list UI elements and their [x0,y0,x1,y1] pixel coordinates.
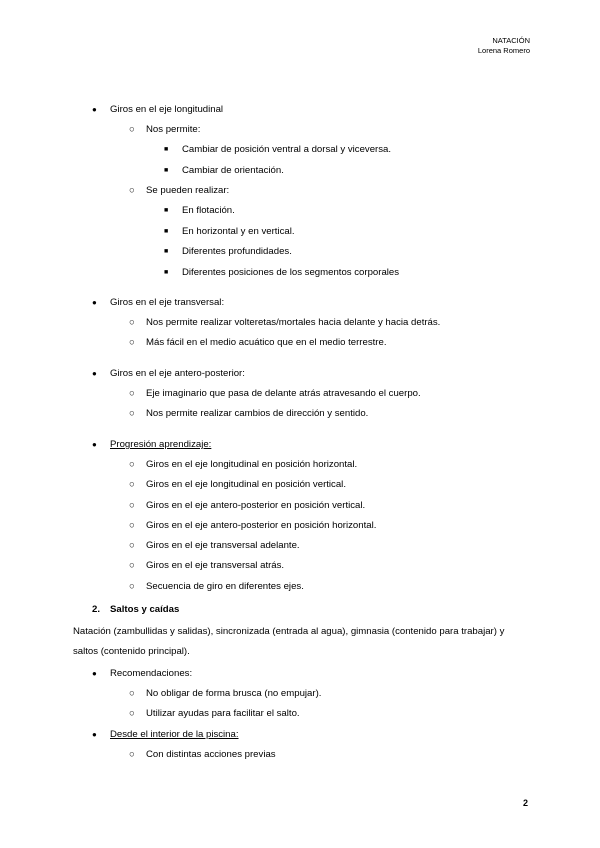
list-item: Giros en el eje longitudinal [110,104,224,115]
circle-bullet-icon: ○ [129,337,135,348]
list-item: Giros en el eje longitudinal en posición vertical. [146,479,346,490]
circle-bullet-icon: ○ [129,317,135,328]
circle-bullet-icon: ○ [129,520,135,531]
square-bullet-icon: ■ [164,228,169,235]
circle-bullet-icon: ○ [129,540,135,551]
list-item: Con distintas acciones previas [146,749,276,760]
circle-bullet-icon: ○ [129,408,135,419]
circle-bullet-icon: ○ [129,185,135,196]
disc-bullet-icon: ● [92,730,97,739]
circle-bullet-icon: ○ [129,560,135,571]
list-item: Giros en el eje transversal atrás. [146,560,285,571]
list-item: Nos permite realizar volteretas/mortales hacia delante y hacia detrás. [146,317,441,328]
list-item: Más fácil en el medio acuático que en el medio terrestre. [146,337,387,348]
circle-bullet-icon: ○ [129,581,135,592]
list-item: En horizontal y en vertical. [182,226,295,237]
disc-bullet-icon: ● [92,105,97,114]
list-item: Giros en el eje antero-posterior en posición horizontal. [146,520,377,531]
list-item: Diferentes profundidades. [182,246,292,257]
disc-bullet-icon: ● [92,669,97,678]
list-item: Diferentes posiciones de los segmentos corporales [182,267,400,278]
header-title: NATACIÓN [492,36,530,45]
square-bullet-icon: ■ [164,248,169,255]
square-bullet-icon: ■ [164,146,169,153]
list-item: Giros en el eje antero-posterior en posición vertical. [146,500,366,511]
list-item: Secuencia de giro en diferentes ejes. [146,581,304,592]
list-item: Recomendaciones: [110,668,193,679]
circle-bullet-icon: ○ [129,388,135,399]
disc-bullet-icon: ● [92,369,97,378]
list-item: Nos permite realizar cambios de dirección y sentido. [146,408,369,419]
list-item: Nos permite: [146,124,201,135]
circle-bullet-icon: ○ [129,500,135,511]
list-item: Giros en el eje antero-posterior: [110,368,245,379]
circle-bullet-icon: ○ [129,479,135,490]
list-item: Progresión aprendizaje: [110,439,212,450]
header-author: Lorena Romero [477,46,530,55]
section-number: 2. [92,604,101,615]
list-item: Giros en el eje longitudinal en posición horizontal. [146,459,358,470]
square-bullet-icon: ■ [164,167,169,174]
square-bullet-icon: ■ [164,269,169,276]
list-item: No obligar de forma brusca (no empujar). [146,688,322,699]
paragraph-line-2: saltos (contenido principal). [73,646,190,657]
section-title: Saltos y caídas [110,604,180,615]
disc-bullet-icon: ● [92,440,97,449]
circle-bullet-icon: ○ [129,708,135,719]
circle-bullet-icon: ○ [129,749,135,760]
page-number: 2 [522,798,528,808]
page-header [478,36,530,56]
paragraph-line-1: Natación (zambullidas y salidas), sincronizada (entrada al agua), gimnasia (contenido para trabajar) y [73,626,505,637]
disc-bullet-icon: ● [92,298,97,307]
square-bullet-icon: ■ [164,207,169,214]
list-item: Cambiar de orientación. [182,165,284,176]
list-item: Cambiar de posición ventral a dorsal y viceversa. [182,144,392,155]
list-item: Utilizar ayudas para facilitar el salto. [146,708,300,719]
list-item: Giros en el eje transversal: [110,297,225,308]
circle-bullet-icon: ○ [129,688,135,699]
list-item: En flotación. [182,205,235,216]
circle-bullet-icon: ○ [129,124,135,135]
list-item: Se pueden realizar: [146,185,230,196]
list-item: Giros en el eje transversal adelante. [146,540,300,551]
circle-bullet-icon: ○ [129,459,135,470]
list-item: Desde el interior de la piscina: [110,729,239,740]
list-item: Eje imaginario que pasa de delante atrás atravesando el cuerpo. [146,388,421,399]
